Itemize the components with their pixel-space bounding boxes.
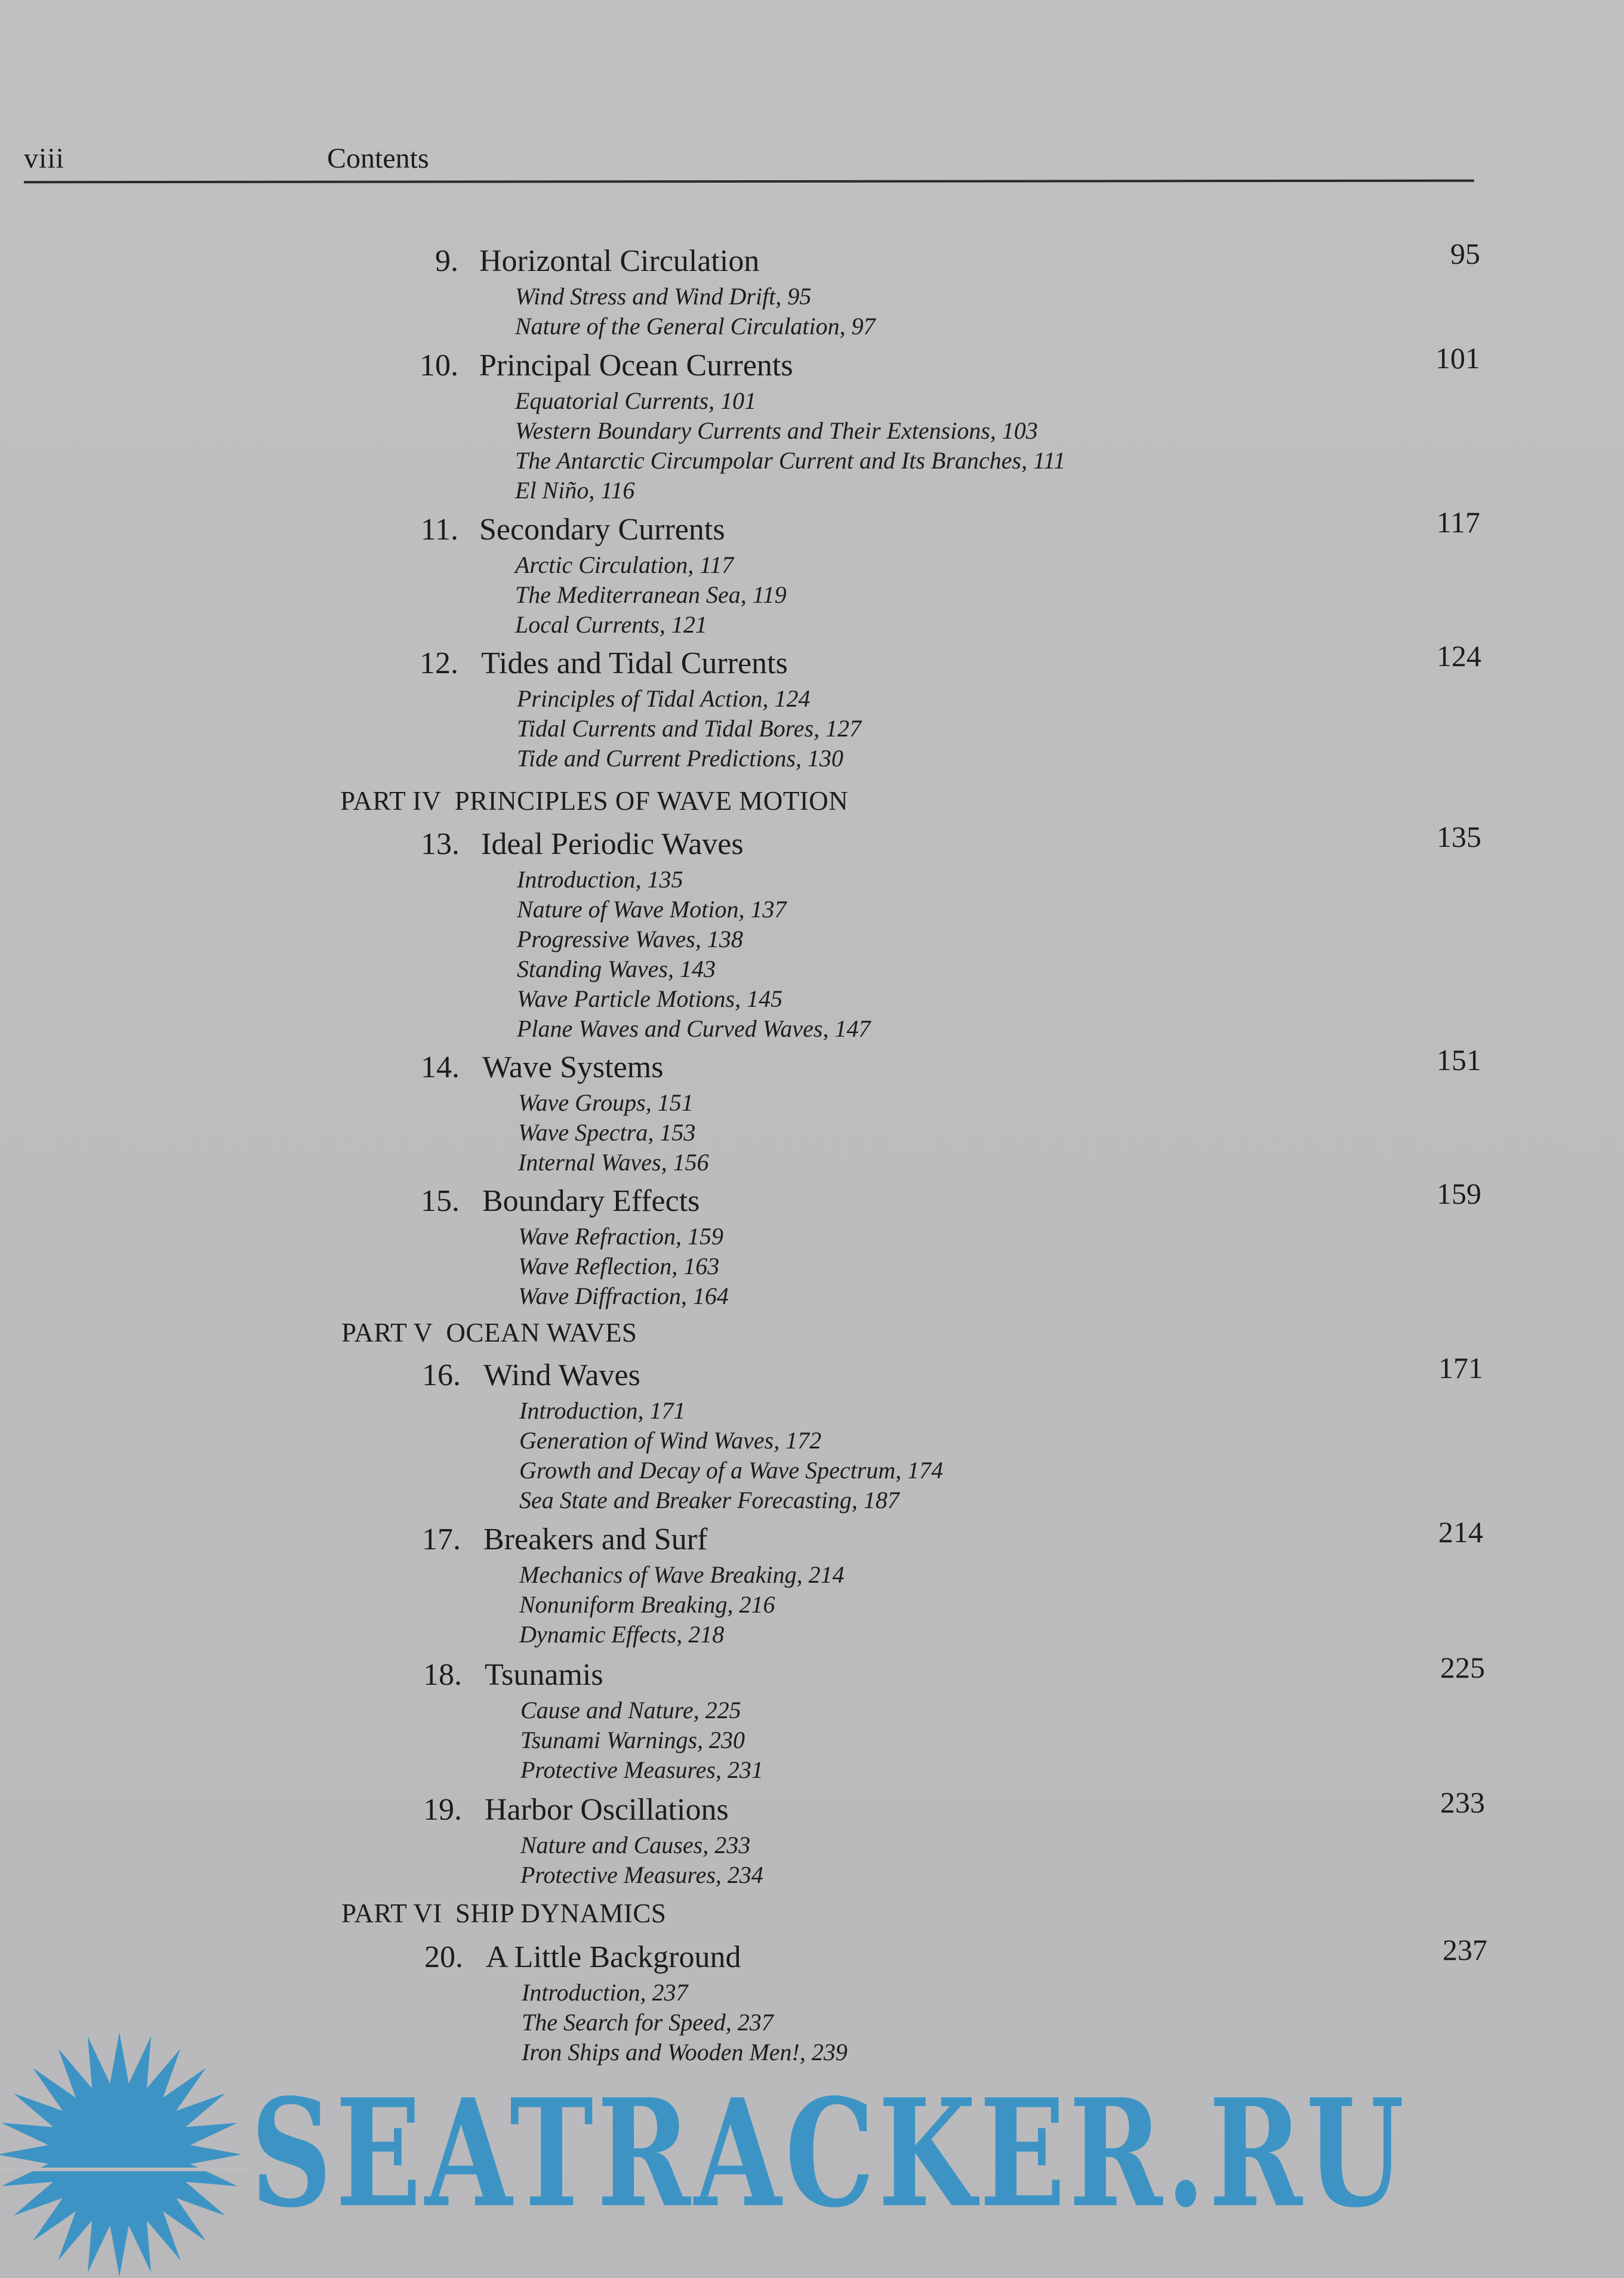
toc-chapter[interactable] [0, 1177, 1624, 1311]
chapter-heading[interactable] [0, 1651, 1624, 1696]
section-entry[interactable]: Iron Ships and Wooden Men!, 239 [522, 2039, 848, 2066]
chapter-heading[interactable] [0, 237, 1624, 282]
chapter-title[interactable]: Horizontal Circulation [479, 244, 760, 278]
section-entry[interactable]: The Antarctic Circumpolar Current and Its Branches, 111 [515, 447, 1066, 474]
page-folio: viii [24, 143, 65, 174]
part-title: OCEAN WAVES [446, 1318, 637, 1348]
chapter-title[interactable]: Wave Systems [482, 1050, 664, 1084]
chapter-title[interactable]: A Little Background [486, 1940, 741, 1974]
chapter-number: 20. [424, 1940, 463, 1974]
part-heading [341, 1898, 666, 1929]
chapter-number: 17. [422, 1522, 461, 1556]
section-entry[interactable]: Nature of the General Circulation, 97 [515, 313, 876, 340]
toc-chapter[interactable] [0, 1786, 1624, 1890]
section-entry[interactable]: Introduction, 135 [517, 866, 683, 893]
section-entry[interactable]: Cause and Nature, 225 [520, 1697, 741, 1724]
toc-chapter[interactable] [0, 1515, 1624, 1650]
chapter-title[interactable]: Breakers and Surf [483, 1522, 708, 1556]
section-entry[interactable]: Local Currents, 121 [515, 611, 707, 638]
section-entry[interactable]: Tidal Currents and Tidal Bores, 127 [517, 715, 862, 742]
section-entry[interactable]: Equatorial Currents, 101 [515, 387, 757, 414]
section-entry[interactable]: Sea State and Breaker Forecasting, 187 [519, 1487, 899, 1513]
section-entry[interactable]: Introduction, 171 [519, 1397, 686, 1424]
section-entry[interactable]: Wave Spectra, 153 [518, 1119, 696, 1146]
chapter-heading[interactable] [0, 1351, 1624, 1396]
section-entry[interactable]: Internal Waves, 156 [518, 1149, 709, 1176]
chapter-page-number: 117 [1436, 505, 1480, 539]
section-entry[interactable]: Introduction, 237 [522, 1979, 688, 2006]
chapter-heading[interactable] [0, 1515, 1624, 1560]
part-heading [341, 1317, 637, 1348]
chapter-page-number: 214 [1438, 1515, 1483, 1549]
section-entry[interactable]: Arctic Circulation, 117 [515, 551, 734, 578]
chapter-number: 19. [423, 1793, 462, 1827]
chapter-number: 14. [421, 1050, 460, 1084]
chapter-number: 12. [420, 646, 458, 680]
section-entry[interactable]: Wave Particle Motions, 145 [517, 985, 783, 1012]
section-entry[interactable]: Wind Stress and Wind Drift, 95 [515, 283, 812, 310]
section-entry[interactable]: Nonuniform Breaking, 216 [519, 1591, 775, 1618]
chapter-heading[interactable] [0, 341, 1624, 386]
watermark-text: SEATRACKER.RU [251, 2067, 1408, 2240]
toc-chapter[interactable] [0, 1043, 1624, 1177]
toc-chapter[interactable] [0, 1651, 1624, 1785]
chapter-page-number: 135 [1437, 820, 1481, 853]
section-entry[interactable]: Tsunami Warnings, 230 [520, 1727, 745, 1753]
section-entry[interactable]: Generation of Wind Waves, 172 [519, 1427, 822, 1454]
part-title: PRINCIPLES OF WAVE MOTION [454, 786, 849, 816]
chapter-number: 15. [421, 1184, 460, 1218]
chapter-title[interactable]: Ideal Periodic Waves [481, 827, 744, 861]
section-entry[interactable]: Growth and Decay of a Wave Spectrum, 174 [519, 1457, 944, 1484]
toc-chapter[interactable] [0, 237, 1624, 341]
chapter-heading[interactable] [0, 820, 1624, 865]
chapter-number: 9. [435, 244, 458, 278]
chapter-page-number: 101 [1435, 341, 1480, 375]
chapter-page-number: 159 [1437, 1177, 1481, 1210]
chapter-title[interactable]: Tsunamis [485, 1658, 603, 1692]
chapter-page-number: 225 [1440, 1651, 1485, 1684]
section-entry[interactable]: Nature of Wave Motion, 137 [517, 896, 787, 923]
chapter-page-number: 151 [1437, 1043, 1481, 1077]
part-title: SHIP DYNAMICS [455, 1898, 667, 1928]
chapter-heading[interactable] [0, 1786, 1624, 1830]
running-head-title: Contents [327, 143, 429, 174]
section-entry[interactable]: The Mediterranean Sea, 119 [515, 581, 787, 608]
chapter-number: 16. [422, 1358, 461, 1392]
section-entry[interactable]: The Search for Speed, 237 [522, 2009, 774, 2036]
part-number: PART IV [340, 786, 442, 816]
chapter-heading[interactable] [0, 1177, 1624, 1222]
chapter-page-number: 237 [1443, 1933, 1487, 1966]
chapter-title[interactable]: Wind Waves [483, 1358, 640, 1392]
chapter-title[interactable]: Principal Ocean Currents [479, 349, 793, 383]
chapter-page-number: 95 [1450, 237, 1480, 270]
chapter-number: 10. [420, 349, 458, 383]
section-entry[interactable]: Western Boundary Currents and Their Extensions, 103 [515, 417, 1038, 444]
section-entry[interactable]: Protective Measures, 234 [520, 1861, 763, 1888]
chapter-heading[interactable] [0, 1933, 1624, 1978]
chapter-title[interactable]: Secondary Currents [479, 513, 725, 547]
section-entry[interactable]: Tide and Current Predictions, 130 [517, 745, 844, 772]
section-entry[interactable]: Wave Refraction, 159 [518, 1223, 724, 1250]
chapter-page-number: 171 [1438, 1351, 1483, 1385]
sun-logo-icon [0, 2029, 251, 2278]
section-entry[interactable]: Principles of Tidal Action, 124 [517, 685, 811, 712]
section-entry[interactable]: Wave Reflection, 163 [518, 1253, 720, 1280]
toc-chapter[interactable] [0, 1351, 1624, 1515]
chapter-title[interactable]: Harbor Oscillations [485, 1793, 729, 1827]
toc-chapter[interactable] [0, 820, 1624, 1044]
section-entry[interactable]: Mechanics of Wave Breaking, 214 [519, 1561, 845, 1588]
chapter-title[interactable]: Boundary Effects [482, 1184, 700, 1218]
section-entry[interactable]: Protective Measures, 231 [520, 1756, 763, 1783]
section-entry[interactable]: Plane Waves and Curved Waves, 147 [517, 1015, 871, 1042]
toc-chapter[interactable] [0, 505, 1624, 640]
chapter-page-number: 233 [1440, 1786, 1485, 1819]
chapter-number: 13. [421, 827, 460, 861]
section-entry[interactable]: Standing Waves, 143 [517, 955, 716, 982]
toc-chapter[interactable] [0, 639, 1624, 773]
section-entry[interactable]: Progressive Waves, 138 [517, 926, 743, 952]
chapter-heading[interactable] [0, 505, 1624, 550]
section-entry[interactable]: Dynamic Effects, 218 [519, 1621, 725, 1648]
chapter-number: 18. [423, 1658, 462, 1692]
toc-chapter[interactable] [0, 341, 1624, 505]
chapter-title[interactable]: Tides and Tidal Currents [481, 646, 788, 680]
chapter-page-number: 124 [1437, 639, 1481, 673]
chapter-heading[interactable] [0, 1043, 1624, 1088]
part-number: PART VI [341, 1898, 442, 1928]
section-entry[interactable]: El Niño, 116 [515, 477, 635, 504]
part-heading [340, 785, 848, 816]
chapter-heading[interactable] [0, 639, 1624, 684]
section-entry[interactable]: Wave Diffraction, 164 [518, 1283, 729, 1309]
chapter-number: 11. [420, 513, 458, 547]
watermark [0, 2029, 1624, 2278]
section-entry[interactable]: Wave Groups, 151 [518, 1089, 694, 1116]
part-number: PART V [341, 1318, 433, 1348]
section-entry[interactable]: Nature and Causes, 233 [520, 1832, 751, 1858]
